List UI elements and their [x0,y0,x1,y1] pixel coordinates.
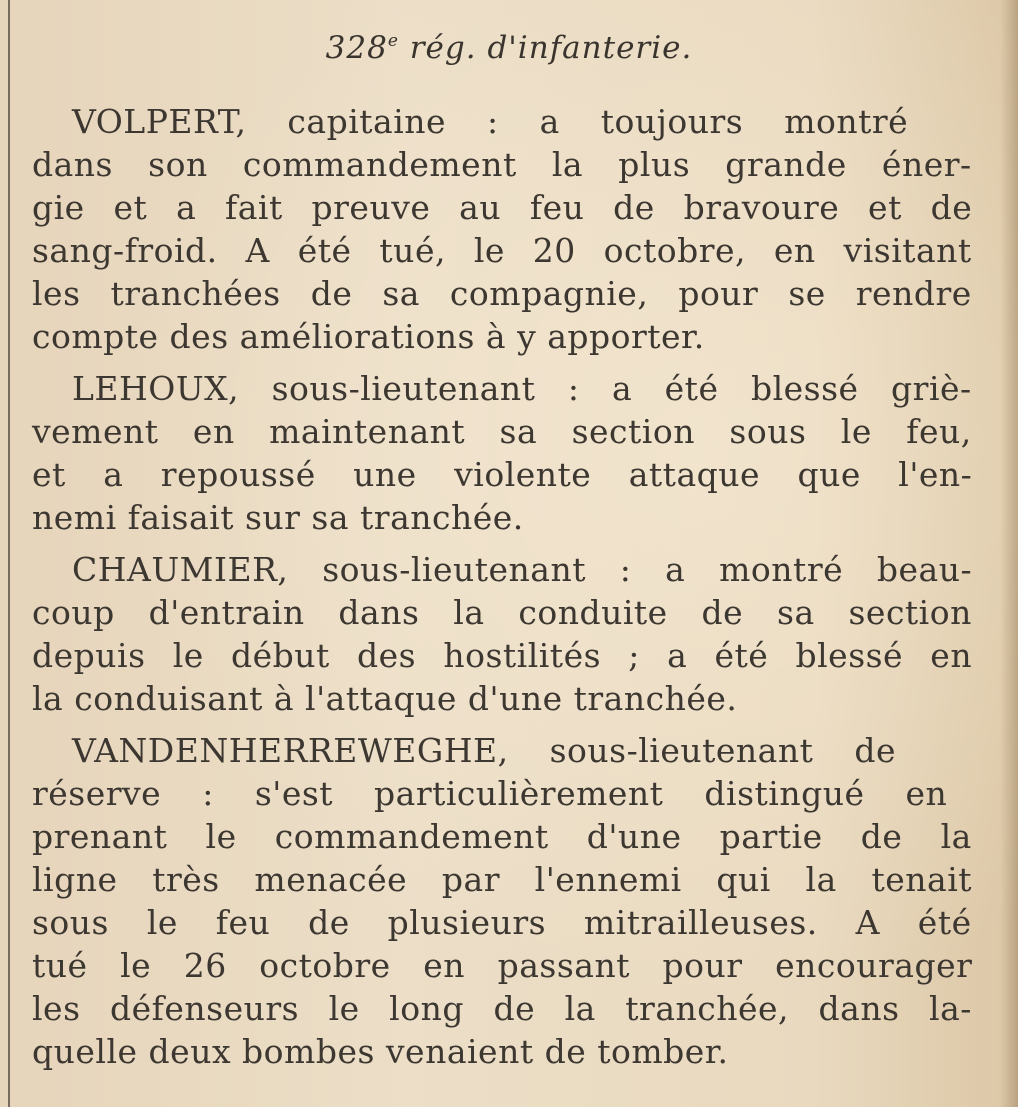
text-line [32,634,972,677]
text-line [32,901,972,944]
line-text: les tranchées de sa compagnie, pour se rendre [32,274,972,313]
text-line [32,548,972,591]
text-line [32,858,972,901]
line-text: vement en maintenant sa section sous le feu, [32,412,972,451]
line-text: réserve : s'est particulièrement distingué en [32,774,948,813]
text-line [32,453,972,496]
line-text: les défenseurs le long de la tranchée, dans la- [32,989,972,1028]
citation-paragraph [32,729,972,1073]
text-line [32,591,972,634]
line-text: sang-froid. A été tué, le 20 octobre, en visitant [32,231,972,270]
text-line [32,677,972,720]
line-text: ligne très menacée par l'ennemi qui la tenait [32,860,973,899]
text-line [32,186,972,229]
text-line [32,987,972,1030]
text-line [32,944,972,987]
line-text: gie et a fait preuve au feu de bravoure et de [32,188,973,227]
line-text: compte des améliorations à y apporter. [32,317,705,356]
text-line [32,315,972,358]
text-line [32,367,972,410]
citation-paragraph [32,548,972,720]
page-margin-rule [8,0,10,1107]
text-line [32,729,972,772]
regiment-number-suffix: e [387,31,399,51]
text-line [32,496,972,539]
line-text: dans son commandement la plus grande éner- [32,145,972,184]
line-text: la conduisant à l'attaque d'une tranchée. [32,679,738,718]
line-text: tué le 26 octobre en passant pour encourager [32,946,973,985]
citations-body [32,100,972,1073]
line-text: et a repoussé une violente attaque que l'en- [32,455,973,494]
line-text: prenant le commandement d'une partie de la [32,817,972,856]
line-text: nemi faisait sur sa tranchée. [32,498,524,537]
regiment-title: rég. d'infanterie. [398,30,693,66]
line-text: LEHOUX, sous-lieutenant : a été blessé griè- [72,369,972,408]
line-text: VANDENHERREWEGHE, sous-lieutenant de [72,731,896,770]
line-text: quelle deux bombes venaient de tomber. [32,1032,729,1071]
text-line [32,410,972,453]
line-text: sous le feu de plusieurs mitrailleuses. A été [32,903,972,942]
line-text: coup d'entrain dans la conduite de sa section [32,593,972,632]
citation-paragraph [32,100,972,358]
text-line [32,143,972,186]
line-text: depuis le début des hostilités ; a été blessé en [32,636,973,675]
text-line [32,772,972,815]
line-text: CHAUMIER, sous-lieutenant : a montré beau- [72,550,973,589]
page-header [0,30,1018,66]
text-line [32,272,972,315]
citation-paragraph [32,367,972,539]
text-line [32,100,972,143]
line-text: VOLPERT, capitaine : a toujours montré [72,102,909,141]
text-line [32,229,972,272]
text-line [32,1030,972,1073]
page-edge-shadow [1000,0,1018,1107]
text-line [32,815,972,858]
regiment-number: 328 [325,30,388,66]
